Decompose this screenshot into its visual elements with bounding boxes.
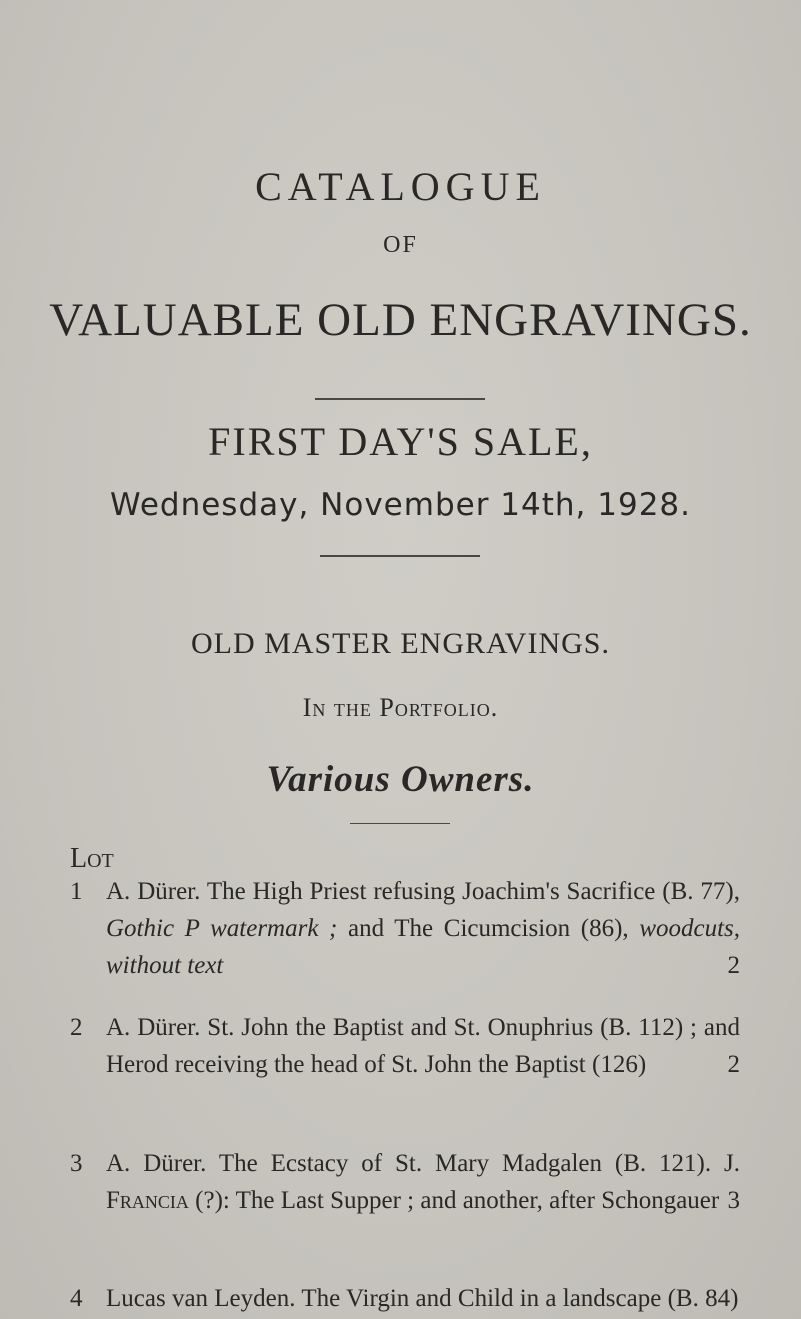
lot-note: Gothic P watermark ;: [106, 915, 338, 942]
lot-title: The Ecstacy of St. Mary Madgalen (B. 121).: [218, 1150, 712, 1177]
sale-date: Wednesday, November 14th, 1928.: [109, 487, 691, 523]
lot-artist-2: J. Francia: [106, 1150, 740, 1214]
lot-title-2: (?): The Last Supper ; and another, after Schongauer: [195, 1187, 720, 1214]
section-heading: OLD MASTER ENGRAVINGS.: [191, 627, 610, 660]
lot-column-heading: Lot: [70, 843, 114, 874]
lot-title: The High Priest refusing Joachim's Sacrifice (B. 77),: [206, 878, 740, 905]
catalogue-title: CATALOGUE: [255, 164, 546, 209]
lot-artist: A. Dürer.: [106, 1014, 201, 1041]
lot-number: 2: [70, 1014, 83, 1041]
lot-title-2: and The Cicumcision (86),: [348, 915, 629, 942]
lot-description: [106, 1280, 740, 1317]
lot-description: [106, 1145, 740, 1219]
lot-quantity: 3: [727, 1187, 740, 1214]
lot-artist: A. Dürer.: [106, 1150, 207, 1177]
lot-artist: Lucas van Leyden.: [106, 1285, 296, 1312]
lot-entry: [70, 1280, 740, 1317]
lot-artist: A. Dürer.: [106, 878, 201, 905]
catalogue-of: OF: [383, 232, 418, 258]
lot-medium: woodcuts, without text: [106, 915, 741, 979]
section-owners: Various Owners.: [266, 759, 535, 800]
divider: [320, 555, 480, 557]
lot-number: 3: [70, 1150, 83, 1177]
lot-quantity: 2: [727, 952, 740, 979]
lot-entry: [70, 1009, 740, 1083]
lot-entry: [70, 1145, 740, 1219]
lot-title: The Virgin and Child in a landscape (B. 84): [301, 1285, 739, 1312]
sale-day: FIRST DAY'S SALE,: [208, 419, 593, 464]
lot-quantity: 2: [727, 1051, 740, 1078]
lot-title: St. John the Baptist and St. Onuphrius (B. 112) ; and Herod receiving the head of St. John the Baptist (126): [106, 1014, 740, 1078]
lot-number: 4: [70, 1285, 83, 1312]
catalogue-subject: VALUABLE OLD ENGRAVINGS.: [49, 294, 752, 346]
section-portfolio: In the Portfolio.: [302, 693, 499, 722]
divider: [350, 823, 450, 824]
divider: [315, 398, 485, 400]
lot-description: [106, 873, 740, 984]
lot-entry: [70, 873, 740, 984]
lot-number: 1: [70, 878, 83, 905]
lot-description: [106, 1009, 740, 1083]
